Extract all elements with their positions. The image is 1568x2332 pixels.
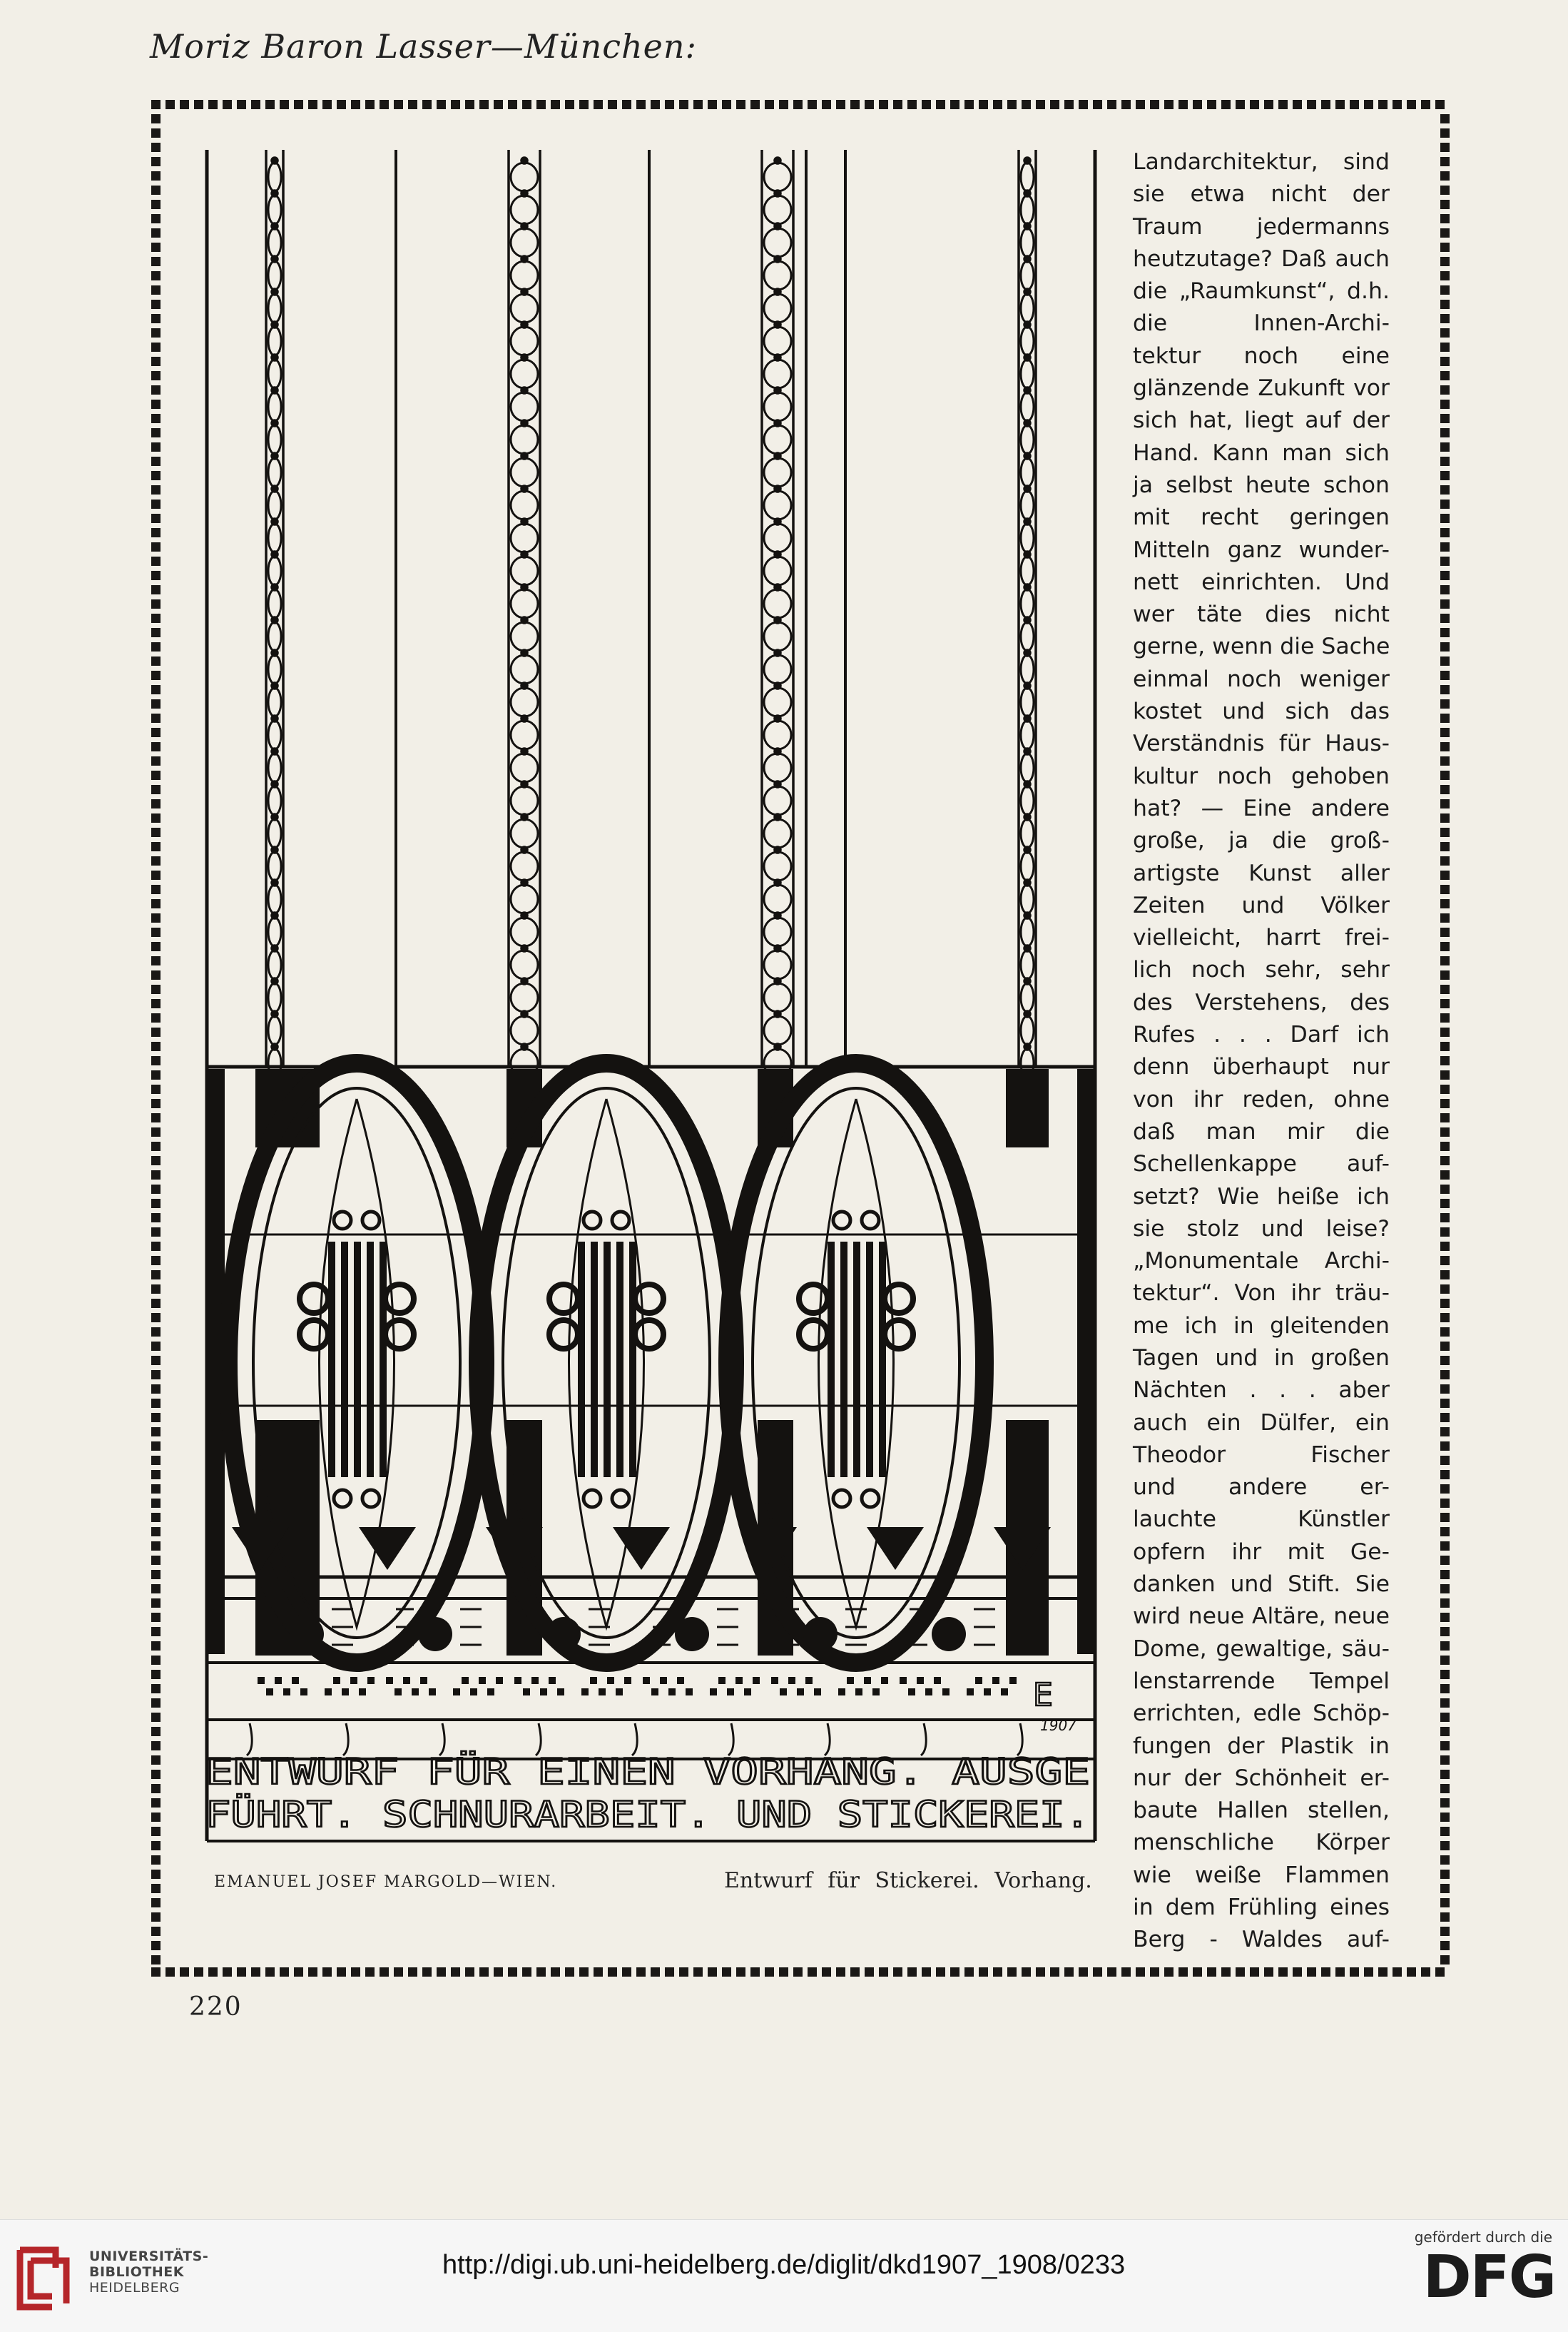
university-library-logo-icon	[13, 2236, 77, 2318]
body-text-line: mit recht geringen	[1133, 505, 1390, 531]
body-text-line: kostet und sich das	[1133, 699, 1390, 725]
digital-library-footer	[0, 2219, 1568, 2332]
body-text-line: Landarchitektur, sind	[1133, 149, 1390, 175]
body-text-line: Schellenkappe auf-	[1133, 1151, 1390, 1177]
body-text-line: Nächten . . . aber	[1133, 1377, 1390, 1404]
body-text-line: Traum jedermanns	[1133, 213, 1390, 240]
body-text-line: artigste Kunst aller	[1133, 860, 1390, 886]
body-text-line: lenstarrende Tempel	[1133, 1668, 1390, 1694]
body-text-line: „Monumentale Archi-	[1133, 1248, 1390, 1274]
body-text-line: errichten, edle Schöp-	[1133, 1700, 1390, 1727]
body-text-line: die Innen-Archi-	[1133, 310, 1390, 337]
body-text-line: vielleicht, harrt frei-	[1133, 925, 1390, 951]
funded-by-label: gefördert durch die	[1414, 2229, 1552, 2246]
body-text-line: sie stolz und leise?	[1133, 1215, 1390, 1242]
body-text-line: glänzende Zukunft vor	[1133, 375, 1390, 402]
figure-caption-title: Entwurf für Stickerei. Vorhang.	[724, 1868, 1092, 1893]
body-text-line: Mitteln ganz wunder-	[1133, 537, 1390, 563]
funding-notice	[1415, 2229, 1555, 2310]
year-mark: 1907	[1040, 1717, 1076, 1734]
library-name-line1: UNIVERSITÄTS-	[89, 2249, 209, 2264]
body-text-line: Dome, gewaltige, säu-	[1133, 1636, 1390, 1662]
library-name	[89, 2249, 208, 2296]
body-text-line: hat? — Eine andere	[1133, 795, 1390, 821]
body-text-line: ja selbst heute schon	[1133, 472, 1390, 498]
body-text-line: die „Raumkunst“, d.h.	[1133, 278, 1390, 305]
curtain-design-drawing	[200, 150, 1102, 1862]
figure-caption-artist: EMANUEL JOSEF MARGOLD—WIEN.	[214, 1873, 558, 1891]
body-text-line: danken und Stift. Sie	[1133, 1571, 1390, 1598]
body-text-line: von ihr reden, ohne	[1133, 1086, 1390, 1112]
body-text-line: Berg - Waldes auf-	[1133, 1927, 1390, 1953]
dfg-logo: DFG	[1422, 2244, 1555, 2311]
body-text-line: heutzutage? Daß auch	[1133, 245, 1390, 272]
body-text-line: setzt? Wie heiße ich	[1133, 1183, 1390, 1210]
body-text-line: lauchte Künstler	[1133, 1506, 1390, 1533]
artist-monogram: E	[1033, 1677, 1053, 1713]
body-text-line: baute Hallen stellen,	[1133, 1798, 1390, 1824]
body-text-line: des Verstehens, des	[1133, 989, 1390, 1015]
body-text-line: me ich in gleitenden	[1133, 1312, 1390, 1339]
curtain-design-illustration	[200, 150, 1102, 1862]
body-text-line: Verständnis für Haus-	[1133, 731, 1390, 757]
page-number: 220	[189, 1992, 243, 2022]
embroidered-lettering-line2: FÜHRT. SCHNURARBEIT. UND STICKEREI.	[205, 1794, 1090, 1835]
body-text-line: Rufes . . . Darf ich	[1133, 1022, 1390, 1048]
body-text-line: wie weiße Flammen	[1133, 1862, 1390, 1888]
body-text-line: tektur“. Von ihr träu-	[1133, 1280, 1390, 1307]
library-name-line3: HEIDELBERG	[89, 2280, 180, 2296]
body-text-line: opfern ihr mit Ge-	[1133, 1538, 1390, 1565]
embroidered-lettering-line1: ENTWURF FÜR EINEN VORHANG. AUSGE	[205, 1751, 1090, 1793]
body-text-line: Zeiten und Völker	[1133, 892, 1390, 918]
body-text-line: große, ja die groß-	[1133, 828, 1390, 854]
running-head: Moriz Baron Lasser—München:	[150, 27, 697, 66]
body-text-line: tektur noch eine	[1133, 343, 1390, 369]
body-text-line: wer täte dies nicht	[1133, 602, 1390, 628]
body-text-line: Theodor Fischer	[1133, 1441, 1390, 1468]
body-text-line: sich hat, liegt auf der	[1133, 407, 1390, 434]
body-text-line: auch ein Dülfer, ein	[1133, 1409, 1390, 1436]
body-text-line: fungen der Plastik in	[1133, 1733, 1390, 1759]
body-text-line: sie etwa nicht der	[1133, 181, 1390, 208]
body-text-line: Tagen und in großen	[1133, 1344, 1390, 1371]
permalink-url[interactable]: http://digi.ub.uni-heidelberg.de/diglit/dkd1907_1908/0233	[442, 2250, 1126, 2280]
body-text-line: wird neue Altäre, neue	[1133, 1603, 1390, 1630]
library-name-line2: BIBLIOTHEK	[89, 2264, 184, 2280]
body-text-line: kultur noch gehoben	[1133, 763, 1390, 789]
body-text-line: in dem Frühling eines	[1133, 1895, 1390, 1921]
body-text-line: gerne, wenn die Sache	[1133, 634, 1390, 660]
body-text-line: daß man mir die	[1133, 1118, 1390, 1145]
body-text-line: Hand. Kann man sich	[1133, 440, 1390, 466]
body-text-line: denn überhaupt nur	[1133, 1054, 1390, 1080]
body-text-line: lich noch sehr, sehr	[1133, 957, 1390, 983]
body-text-line: nett einrichten. Und	[1133, 569, 1390, 595]
body-text-line: menschliche Körper	[1133, 1830, 1390, 1856]
article-body-column	[1133, 146, 1390, 1957]
body-text-line: einmal noch weniger	[1133, 666, 1390, 692]
body-text-line: nur der Schönheit er-	[1133, 1765, 1390, 1791]
body-text-line: und andere er-	[1133, 1474, 1390, 1501]
